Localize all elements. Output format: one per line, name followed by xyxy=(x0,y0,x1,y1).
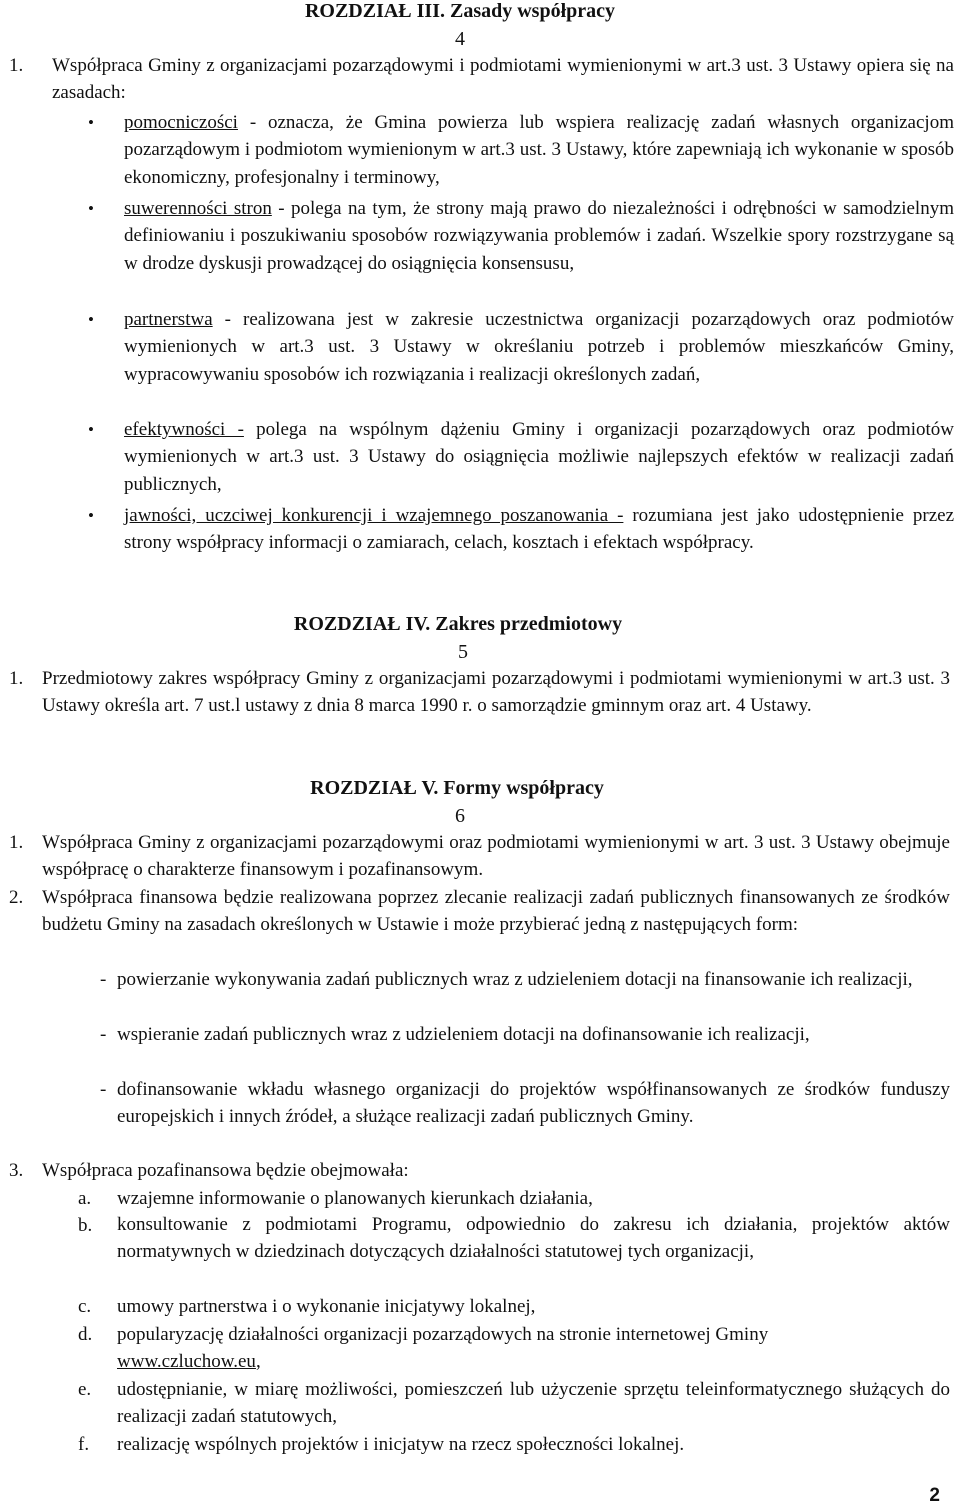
principle-term: suwerenności stron xyxy=(124,198,272,219)
nonfinancial-form-f: realizację wspólnych projektów i inicjatyw na rzecz społeczności lokalnej. xyxy=(117,1434,685,1455)
ch4-item-1-number: 1. xyxy=(9,668,24,689)
ch5-item-3-text: Współpraca pozafinansowa będzie obejmowała: xyxy=(42,1160,409,1181)
nonfinancial-d-label: d. xyxy=(78,1324,93,1345)
ch5-item-3-number: 3. xyxy=(9,1160,24,1181)
nonfinancial-e-label: e. xyxy=(78,1379,92,1400)
nonfinancial-f-label: f. xyxy=(78,1434,90,1455)
chapter-5-title: ROZDZIAŁ V. Formy współpracy xyxy=(310,777,604,799)
principle-text: polega na wspólnym dążeniu Gminy i organizacji pozarządowych oraz podmiotów wymienionych w art.3 ust. 3 Ustawy do osiągnięcia możliwie najlepszych efektów w realizacji zadań publicznych, xyxy=(124,419,954,495)
ch5-item-1-number: 1. xyxy=(9,832,24,853)
principle-subsidiarity xyxy=(124,109,954,191)
financial-form-1: powierzanie wykonywania zadań publicznych wraz z udzieleniem dotacji na finansowanie ich realizacji, xyxy=(117,969,913,990)
financial-form-3: dofinansowanie wkładu własnego organizacji do projektów współfinansowanych ze środków funduszy europejskich i innych źródeł, a służące realizacji zadań publicznych Gminy. xyxy=(117,1079,950,1128)
dash-marker: - xyxy=(100,969,107,990)
dash-marker: - xyxy=(100,1024,107,1045)
nonfinancial-b-label: b. xyxy=(78,1215,93,1236)
principle-term: partnerstwa xyxy=(124,309,213,330)
nonfinancial-form-d-text: popularyzację działalności organizacji pozarządowych na stronie internetowej Gminy xyxy=(117,1324,769,1345)
principle-term: efektywności - xyxy=(124,419,244,440)
chapter-4-title: ROZDZIAŁ IV. Zakres przedmiotowy xyxy=(293,613,623,635)
bullet-icon: • xyxy=(88,506,94,525)
nonfinancial-form-b: konsultowanie z podmiotami Programu, odpowiednio do zakresu ich działania, projektów aktów normatywnych w dziedzinach dotyczących działalności statutowej tych organizacji, xyxy=(117,1214,950,1262)
ch5-item-1-text: Współpraca Gminy z organizacjami pozarządowymi oraz podmiotami wymienionymi w art. 3 ust. 3 Ustawy obejmuje współpracę o charakterze finansowym i pozafinansowym. xyxy=(42,832,950,881)
nonfinancial-form-d xyxy=(117,1321,950,1376)
ch3-item-1-number: 1. xyxy=(9,55,24,76)
bullet-icon: • xyxy=(88,199,94,218)
principle-text: - polega na tym, że strony mają prawo do niezależności i odrębności w samodzielnym definiowaniu i poszukiwaniu sposobów rozwiązywania problemów i zadań. Wszelkie spory rozstrzygane są w drodze dyskusji prowadzącej do osiągnięcia konsensusu, xyxy=(124,198,954,274)
chapter-3-title: ROZDZIAŁ III. Zasady współpracy xyxy=(304,0,616,22)
nonfinancial-c-label: c. xyxy=(78,1296,92,1317)
ch5-item-2-text: Współpraca finansowa będzie realizowana poprzez zlecanie realizacji zadań publicznych finansowanych ze środków budżetu Gminy na zasadach określonych w Ustawie i może przybierać jedną z następujących form: xyxy=(42,887,950,936)
principle-text: rozumiana jest jako udostępnienie przez strony współpracy informacji o zamiarach, celach, kosztach i efektach współpracy. xyxy=(124,505,955,554)
bullet-icon: • xyxy=(88,420,94,439)
bullet-icon: • xyxy=(88,113,94,132)
section-4-number: 4 xyxy=(455,28,465,50)
financial-form-2: wspieranie zadań publicznych wraz z udzieleniem dotacji na dofinansowanie ich realizacji, xyxy=(117,1024,810,1045)
nonfinancial-form-e: udostępnianie, w miarę możliwości, pomieszczeń lub użyczenie sprzętu teleinformatycznego służących do realizacji zadań statutowych, xyxy=(117,1379,950,1428)
principle-term: pomocniczości xyxy=(124,112,238,133)
nonfinancial-a-label: a. xyxy=(78,1188,92,1209)
principle-term: jawności, uczciwej konkurencji i wzajemnego poszanowania - xyxy=(124,505,624,526)
nonfinancial-form-d-after: , xyxy=(255,1351,261,1373)
dash-marker: - xyxy=(100,1079,107,1100)
bullet-icon: • xyxy=(88,310,94,329)
principle-text: - oznacza, że Gmina powierza lub wspiera realizację zadań własnych organizacjom pozarządowym i podmiotom wymienionym w art.3 ust. 3 Ustawy, które zapewniają ich wykonanie w sposób ekonomiczny, profesjonalny i terminowy, xyxy=(124,112,954,188)
section-5-number: 5 xyxy=(458,641,468,663)
principle-effectiveness xyxy=(124,416,954,498)
ch3-item-1-text: Współpraca Gminy z organizacjami pozarządowymi i podmiotami wymienionymi w art.3 ust. 3 Ustawy opiera się na zasadach: xyxy=(52,55,954,104)
principle-text: - realizowana jest w zakresie uczestnictwa organizacji pozarządowych oraz podmiotów wymienionych w art.3 ust. 3 Ustawy w określaniu potrzeb i problemów mieszkańców Gminy, wypracowywaniu sposobów ich rozwiązania i realizacji określonych zadań, xyxy=(124,309,954,385)
website-link[interactable]: www.czluchow.eu xyxy=(117,1351,256,1373)
principle-sovereignty xyxy=(124,195,954,277)
nonfinancial-form-c: umowy partnerstwa i o wykonanie inicjatywy lokalnej, xyxy=(117,1296,536,1317)
ch4-item-1-text: Przedmiotowy zakres współpracy Gminy z organizacjami pozarządowymi i podmiotami wymienionymi w art.3 ust. 3 Ustawy określa art. 7 ust.l ustawy z dnia 8 marca 1990 r. o samorządzie gminnym oraz art. 4 Ustawy. xyxy=(42,668,950,717)
page-number: 2 xyxy=(929,1485,940,1506)
ch5-item-2-number: 2. xyxy=(9,887,24,908)
section-6-number: 6 xyxy=(455,805,465,827)
nonfinancial-form-a: wzajemne informowanie o planowanych kierunkach działania, xyxy=(117,1188,593,1209)
principle-partnership xyxy=(124,306,954,388)
principle-transparency xyxy=(124,502,954,557)
